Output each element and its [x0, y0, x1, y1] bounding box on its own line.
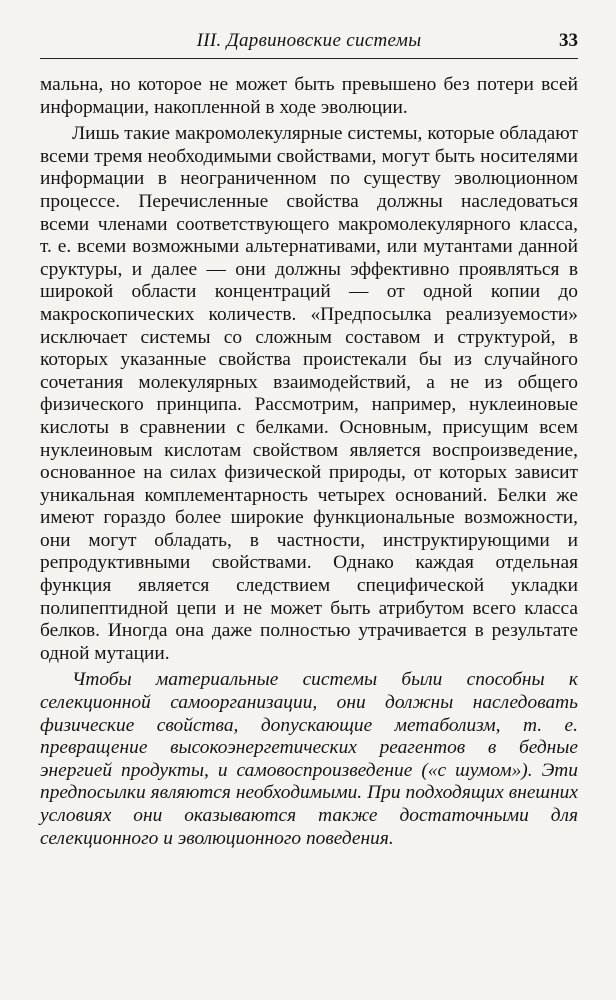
paragraph-main: Лишь такие макромолекулярные системы, которые обладают всеми тремя необходимыми свойствами, могут быть носителями информации в неограниченном по существу эволюционном процессе. Перечисленные свойства должны наследоваться всеми членами соответствующего макромолекулярного класса, т. е. всеми возможными альтернативами, или мутантами данной сруктуры, и далее — они должны эффективно проявляться в широкой области концентраций — от одной копии до макроскопических количеств. «Предпосылка реализуемости» исключает системы со сложным составом и структурой, в которых указанные свойства проистекали бы из случайного сочетания молекулярных взаимодействий, а не из общего физического принципа. Рассмотрим, например, нуклеиновые кислоты в сравнении с белками. Основным, присущим всем нуклеиновым кислотам свойством является воспроизведение, основанное на силах физической природы, от которых зависит уникальная комплементарность четырех оснований. Белки же имеют гораздо более широкие функциональные возможности, они могут обладать, в частности, инструктирующими и репродуктивными свойствами. Однако каждая отдельная функция является следствием специфической укладки полипептидной цепи и не может быть атрибутом всего класса белков. Иногда она даже полностью утрачивается в результате одной мутации. [40, 123, 578, 664]
paragraph-continuation: мальна, но которое не может быть превышено без потери всей информации, накопленной в ходе эволюции. [40, 74, 578, 118]
running-header [40, 26, 578, 56]
paragraph-conclusion: Чтобы материальные системы были способны к селекционной самоорганизации, они должны наследовать физические свойства, допускающие метаболизм, т. е. превращение высокоэнергетических реагентов в бедные энергией продукты, и самовоспроизведение («с шумом»). Эти предпосылки являются необходимыми. При подходящих внешних условиях они оказываются также достаточными для селекционного и эволюционного поведения. [40, 669, 578, 849]
page-body [40, 74, 578, 850]
header-rule [40, 58, 578, 59]
chapter-title: III. Дарвиновские системы [196, 30, 422, 51]
page-number: 33 [559, 30, 578, 51]
